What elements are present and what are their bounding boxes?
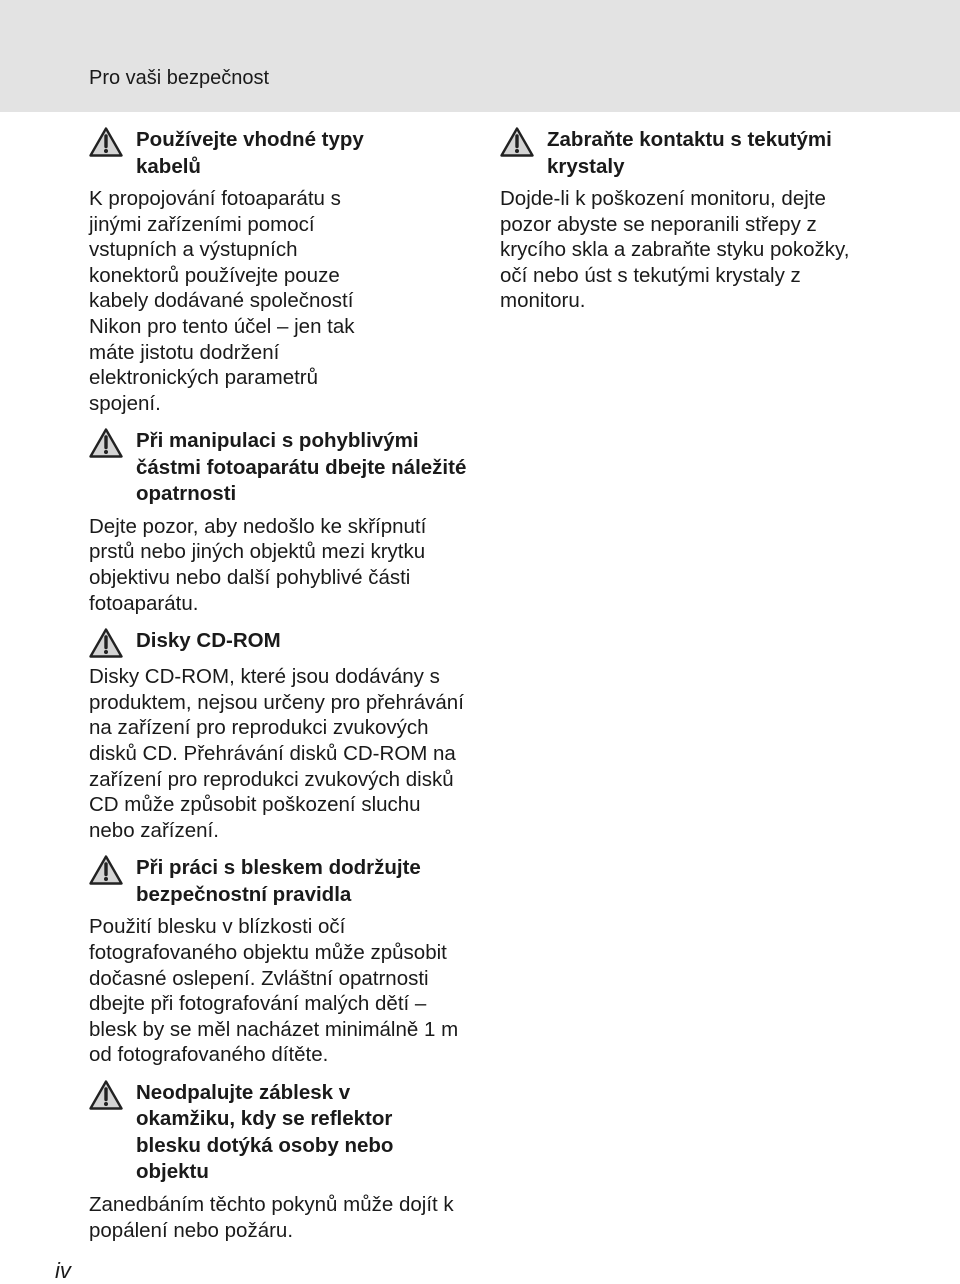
section-flash-safety <box>89 853 459 1068</box>
section-heading <box>89 853 459 908</box>
section-title: Neodpalujte záblesk v okamžiku, kdy se reflektor blesku dotýká osoby nebo objektu <box>136 1080 394 1184</box>
warning-triangle-icon <box>500 127 534 157</box>
section-cd-rom <box>89 626 469 843</box>
section-title: Používejte vhodné typy kabelů <box>136 128 364 178</box>
section-heading <box>89 1078 469 1186</box>
section-cables <box>89 125 389 416</box>
header-band <box>0 0 960 112</box>
section-heading <box>89 626 469 658</box>
left-column <box>89 125 469 1253</box>
page-header-title: Pro vaši bezpečnost <box>89 67 270 89</box>
section-title: Při manipulaci s pohyblivými částmi fotoaparátu dbejte náležité opatrnosti <box>136 429 467 506</box>
right-column <box>500 125 880 324</box>
section-heading <box>89 426 469 508</box>
section-body: Použití blesku v blízkosti očí fotografovaného objektu může způsobit dočasné oslepení. Zvláštní opatrnosti dbejte při fotografování malých dětí – blesk by se měl nacházet minimálně 1 m od fotografovaného dítěte. <box>89 915 459 1067</box>
warning-triangle-icon <box>89 855 123 885</box>
section-title: Disky CD-ROM <box>136 629 281 653</box>
section-flash-contact <box>89 1078 469 1243</box>
section-moving-parts <box>89 426 469 616</box>
section-body: Zanedbáním těchto pokynů může dojít k popálení nebo požáru. <box>89 1192 454 1242</box>
warning-triangle-icon <box>89 628 123 658</box>
warning-triangle-icon <box>89 127 123 157</box>
section-heading <box>500 125 880 180</box>
warning-triangle-icon <box>89 428 123 458</box>
section-title: Zabraňte kontaktu s tekutými krystaly <box>547 128 832 178</box>
section-body: Dejte pozor, aby nedošlo ke skřípnutí prstů nebo jiných objektů mezi krytku objektivu nebo další pohyblivé části fotoaparátu. <box>89 514 427 615</box>
section-title: Při práci s bleskem dodržujte bezpečnostní pravidla <box>136 856 421 906</box>
section-liquid-crystals <box>500 125 880 314</box>
section-body: K propojování fotoaparátu s jinými zařízeními pomocí vstupních a výstupních konektorů používejte pouze kabely dodávané společností Nikon pro tento účel – jen tak máte jistotu dodržení elektronických parametrů spojení. <box>89 187 355 415</box>
section-body: Disky CD-ROM, které jsou dodávány s produktem, nejsou určeny pro přehrávání na zařízení pro reprodukci zvukových disků CD. Přehrávání disků CD-ROM na zařízení pro reprodukci zvukových disků CD může způsobit poškození sluchu nebo zařízení. <box>89 665 464 842</box>
warning-triangle-icon <box>89 1080 123 1110</box>
page-number: iv <box>55 1258 71 1283</box>
section-body: Dojde-li k poškození monitoru, dejte pozor abyste se neporanili střepy z krycího skla a zabraňte styku pokožky, očí nebo úst s tekutými krystaly z monitoru. <box>500 187 850 313</box>
section-heading <box>89 125 389 180</box>
